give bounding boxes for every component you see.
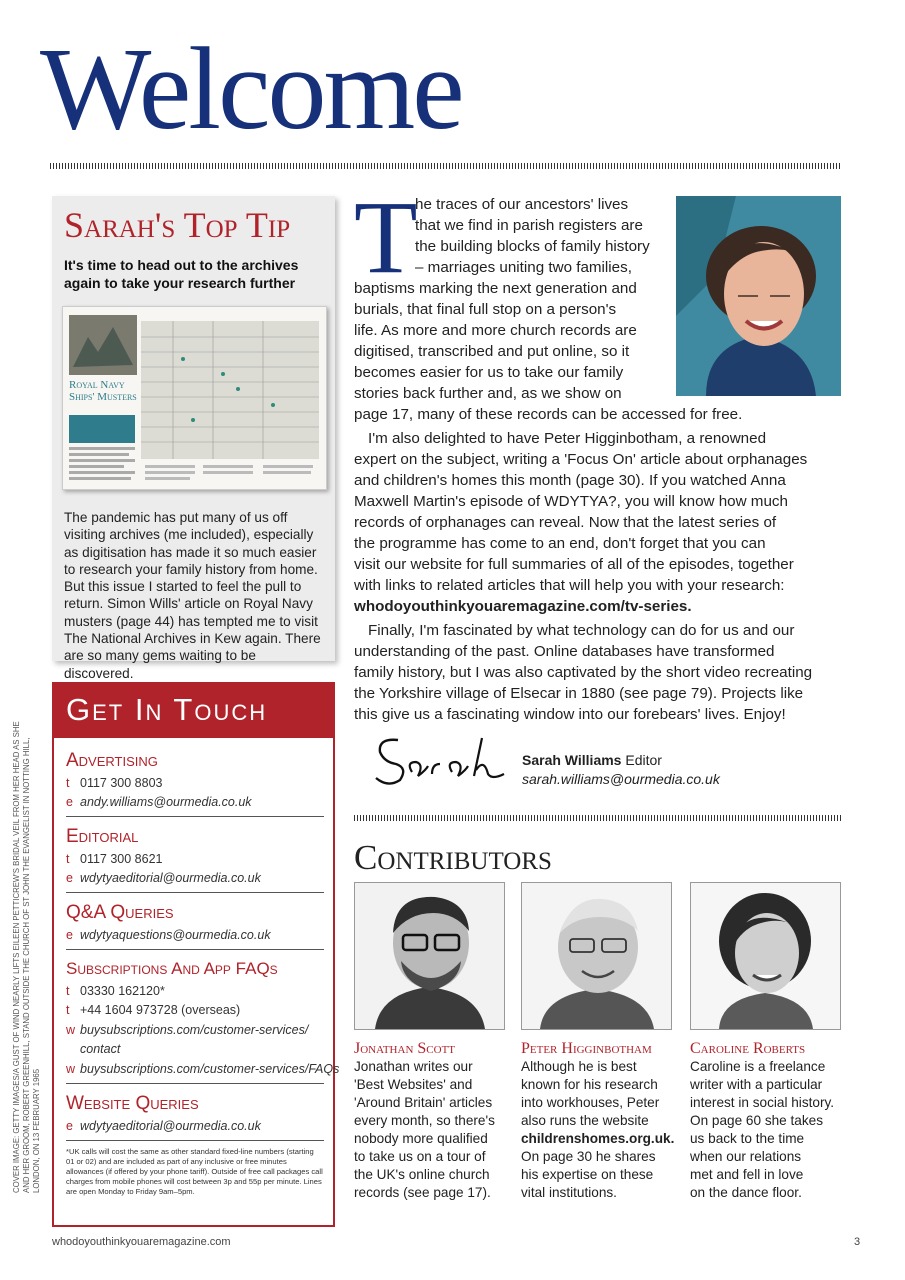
advertising-phone: t 0117 300 8803: [66, 776, 163, 790]
text-line: I'm also delighted to have Peter Higginbotham, a renowned: [368, 430, 767, 447]
contact-header: [54, 684, 333, 738]
contributor-bio-line: the UK's online church: [354, 1167, 490, 1182]
top-tip-intro: It's time to head out to the archives again to take your research further: [64, 257, 299, 291]
contributor-bio-line: Caroline is a freelance: [690, 1059, 826, 1074]
website-email[interactable]: e wdytyaeditorial@ourmedia.co.uk: [66, 1119, 261, 1133]
divider: [66, 892, 324, 893]
editor-portrait-illustration: [676, 196, 841, 396]
text-line: he traces of our ancestors' lives: [415, 196, 629, 213]
text-line: stories back further and, as we show on: [354, 385, 622, 402]
contributor-bio-line: 'Around Britain' articles: [354, 1095, 493, 1110]
contributor-bio-line: also runs the website: [521, 1113, 649, 1128]
contributor-photo-jonathan: [354, 882, 505, 1030]
top-tip-title: Sarah's Top Tip: [64, 205, 291, 245]
drop-cap: T: [354, 180, 418, 295]
text-line: – marriages uniting two families,: [415, 259, 632, 276]
text-line: Finally, I'm fascinated by what technology can do for us and our: [368, 622, 795, 639]
text-line: with links to related articles that will help you with your research:: [354, 577, 785, 594]
top-tip-box: [52, 196, 335, 681]
text-line: expert on the subject, writing a 'Focus On' article about orphanages: [354, 451, 808, 468]
editorial-phone: t 0117 300 8621: [66, 852, 163, 866]
divider: [66, 816, 324, 817]
contributor-bio-line: met and fell in love: [690, 1167, 804, 1182]
editor-email[interactable]: sarah.williams@ourmedia.co.uk: [522, 771, 720, 787]
divider: [66, 1083, 324, 1084]
text-line: page 17, many of these records can be accessed for free.: [354, 406, 743, 423]
text-line: this give us a fascinating window into our forebears' lives. Enjoy!: [354, 706, 786, 723]
contributor-bio-line: On page 30 he shares: [521, 1149, 656, 1164]
page-number: 3: [854, 1236, 861, 1248]
text-line: understanding of the past. Online databases have transformed: [354, 643, 775, 660]
subscriptions-faq-link[interactable]: w buysubscriptions.com/customer-services/FAQs: [66, 1062, 340, 1076]
subscriptions-contact-link-cont[interactable]: contact: [80, 1042, 121, 1056]
contact-box: [52, 682, 340, 1227]
editorial-title: Editorial: [66, 826, 139, 847]
contributor-bio-line: to take us on a tour of: [354, 1149, 486, 1164]
text-line: digitised, transcribed and put online, so it: [354, 343, 630, 360]
handwritten-signature: [370, 728, 510, 794]
contributor-bio-line: known for his research: [521, 1077, 658, 1092]
advertising-title: Advertising: [66, 750, 158, 771]
contributor-photo-caroline: [690, 882, 841, 1030]
contributor-name-jonathan: Jonathan Scott: [354, 1040, 456, 1057]
text-line: baptisms marking the next generation and: [354, 280, 637, 297]
advertising-email[interactable]: e andy.williams@ourmedia.co.uk: [66, 795, 252, 809]
qa-email[interactable]: e wdytyaquestions@ourmedia.co.uk: [66, 928, 271, 942]
contributor-bio-line: records (see page 17).: [354, 1185, 491, 1200]
editor-photo: [676, 196, 841, 396]
divider: [66, 1140, 324, 1141]
editor-name: Sarah Williams Editor: [522, 752, 662, 768]
footer-url[interactable]: whodoyouthinkyouaremagazine.com: [52, 1236, 231, 1248]
contributor-bio-line: every month, so there's: [354, 1113, 495, 1128]
photo-credit: COVER IMAGE: GETTY IMAGES/A GUST OF WIND NEARLY LIFTS EILEEN PETTICREW'S BRIDAL VEIL FROM HER HEAD AS SHE AND HER GROOM, ROBERT GREENHILL, STAND OUTSIDE THE CHURCH OF ST JOHN THE EVANGELIST IN NOTTING HILL, LONDON, ON 13 FEBRUARY 1965: [12, 721, 41, 1193]
contributor-photo-peter: [521, 882, 672, 1030]
text-line: and children's homes this month (page 30). If you watched Anna: [354, 472, 786, 489]
contributor-bio-line: his expertise on these: [521, 1167, 654, 1182]
contributor-bio-line: writer with a particular: [690, 1077, 823, 1092]
call-charges-note: *UK calls will cost the same as other standard fixed-line numbers (starting 01 or 02) and are included as part of any inclusive or free minutes allowances (if offered by your phone tariff). Outside of free call packages call charges from mobile phones will cost between 3p and 55p per minute. Lines are open Monday to Friday 9am–5pm.: [66, 1147, 323, 1196]
tv-series-link[interactable]: whodoyouthinkyouaremagazine.com/tv-series.: [354, 598, 692, 615]
contributor-bio-line: nobody more qualified: [354, 1131, 488, 1146]
text-line: visit our website for full summaries of all of the episodes, together: [354, 556, 794, 573]
page-title: Welcome: [40, 23, 462, 154]
contributor-name-peter: Peter Higginbotham: [521, 1040, 652, 1057]
contributor-bio-line: when our relations: [690, 1149, 802, 1164]
divider: [50, 163, 842, 169]
text-line: the Yorkshire village of Elsecar in 1880 (see page 79). Projects like: [354, 685, 804, 702]
contributors-title: Contributors: [354, 838, 552, 877]
childrens-homes-link[interactable]: childrenshomes.org.uk.: [521, 1131, 675, 1146]
contributor-bio-line: 'Best Websites' and: [354, 1077, 473, 1092]
text-line: the building blocks of family history: [415, 238, 650, 255]
magazine-spread-image: [62, 306, 327, 490]
contributor-bio-line: on the dance floor.: [690, 1185, 802, 1200]
contributor-bio-line: us back to the time: [690, 1131, 805, 1146]
top-tip-body: The pandemic has put many of us off visiting archives (me included), especially as digitisation has made it so much easier to research your family history from home. But this issue I started to feel the pull to return. Simon Wills' article on Royal Navy musters (page 44) has tempted me to visit The National Archives in Kew again. There are so many gems waiting to be discovered.: [64, 510, 321, 681]
subscriptions-title: Subscriptions And App FAQs: [66, 959, 278, 978]
editorial-email[interactable]: e wdytyaeditorial@ourmedia.co.uk: [66, 871, 261, 885]
contributor-bio-line: into workhouses, Peter: [521, 1095, 660, 1110]
subscriptions-contact-link[interactable]: w buysubscriptions.com/customer-services/: [66, 1023, 309, 1037]
contact-title: Get In Touch: [66, 692, 268, 727]
contributor-bio-line: Although he is best: [521, 1059, 637, 1074]
text-line: life. As more and more church records are: [354, 322, 637, 339]
text-line: records of orphanages can reveal. Now that the latest series of: [354, 514, 777, 531]
spread-caption: Royal Navy Ships' Musters: [69, 379, 137, 403]
qa-title: Q&A Queries: [66, 902, 174, 923]
divider: [354, 815, 842, 821]
text-line: becomes easier for us to take our family: [354, 364, 624, 381]
contributor-name-caroline: Caroline Roberts: [690, 1040, 806, 1057]
website-title: Website Queries: [66, 1093, 199, 1114]
text-line: Maxwell Martin's episode of WDYTYA?, you will know how much: [354, 493, 788, 510]
contributor-bio-line: On page 60 she takes: [690, 1113, 824, 1128]
text-line: family history, but I was also captivated by the short video recreating: [354, 664, 813, 681]
text-line: the programme has come to an end, don't forget that you can: [354, 535, 766, 552]
contributor-bio-line: interest in social history.: [690, 1095, 835, 1110]
text-line: burials, that final full stop on a person's: [354, 301, 617, 318]
signature: [370, 728, 510, 794]
divider: [66, 949, 324, 950]
text-line: that we find in parish registers are: [415, 217, 643, 234]
subscriptions-phone-overseas: t +44 1604 973728 (overseas): [66, 1003, 241, 1017]
subscriptions-phone: t 03330 162120*: [66, 984, 165, 998]
contributor-bio-line: Jonathan writes our: [354, 1059, 473, 1074]
contributor-bio-line: vital institutions.: [521, 1185, 617, 1200]
